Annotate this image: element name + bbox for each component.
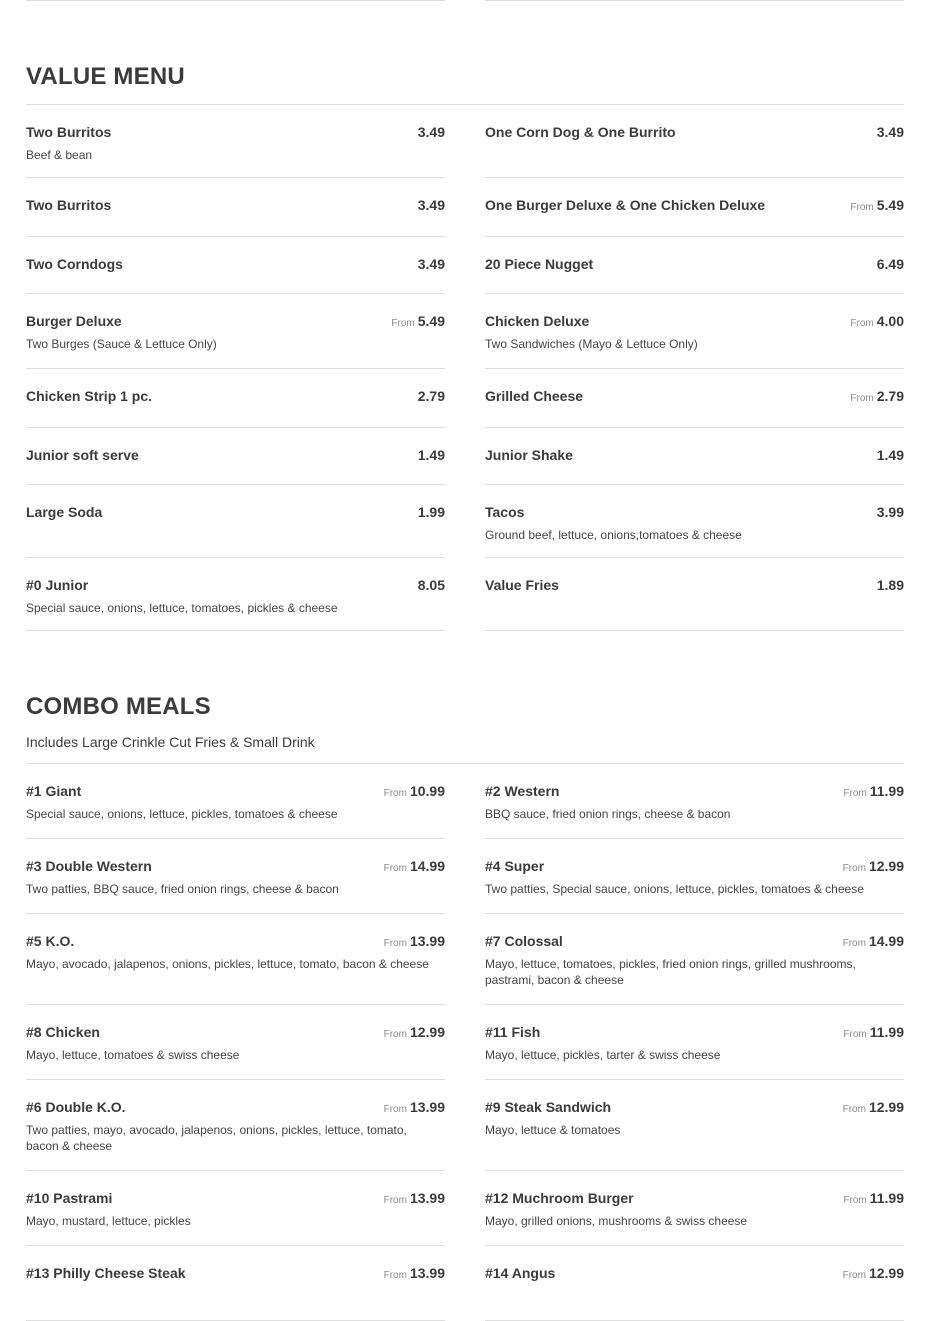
section-subtitle: Includes Large Crinkle Cut Fries & Small Drink [26, 734, 315, 750]
price-amount: 2.79 [417, 388, 445, 404]
menu-item[interactable] [485, 105, 904, 178]
section-title: VALUE MENU [26, 63, 185, 90]
item-name: Two Corndogs [26, 256, 123, 272]
menu-item[interactable] [485, 558, 904, 631]
item-price [384, 933, 445, 952]
item-description: BBQ sauce, fried onion rings, cheese & bacon [485, 807, 731, 821]
item-description: Two patties, Special sauce, onions, lettuce, pickles, tomatoes & cheese [485, 882, 864, 896]
price-amount: 3.49 [417, 124, 445, 140]
price-amount: 11.99 [869, 1190, 904, 1206]
item-name: #4 Super [485, 858, 545, 874]
price-from-label: From [850, 202, 874, 213]
item-price [391, 313, 445, 332]
menu-item[interactable] [26, 764, 445, 839]
price-amount: 12.99 [868, 1099, 904, 1115]
item-price [843, 933, 904, 952]
item-price [877, 256, 904, 273]
menu-item[interactable] [26, 237, 445, 294]
top-divider-left [26, 0, 445, 1]
item-name: Chicken Strip 1 pc. [26, 388, 153, 404]
item-name: #11 Fish [485, 1024, 541, 1040]
price-amount: 3.49 [417, 197, 445, 213]
item-description: Mayo, avocado, jalapenos, onions, pickles, lettuce, tomato, bacon & cheese [26, 957, 429, 971]
price-amount: 5.49 [876, 197, 904, 213]
item-description: Special sauce, onions, lettuce, pickles, tomatoes & cheese [26, 807, 338, 821]
menu-item[interactable] [26, 1080, 445, 1171]
item-price [843, 783, 904, 802]
price-amount: 5.49 [417, 313, 445, 329]
item-name: Junior soft serve [26, 447, 139, 463]
menu-item[interactable] [485, 1246, 904, 1321]
menu-item[interactable] [26, 294, 445, 369]
item-name: Junior Shake [485, 447, 573, 463]
value-menu-section [26, 63, 904, 631]
item-description: Mayo, lettuce & tomatoes [485, 1123, 621, 1137]
price-from-label: From [383, 938, 407, 949]
item-price [384, 858, 445, 877]
price-from-label: From [850, 393, 874, 404]
price-amount: 1.89 [876, 577, 904, 593]
item-name: #1 Giant [26, 783, 82, 799]
menu-item[interactable] [485, 294, 904, 369]
price-from-label: From [842, 1270, 866, 1281]
menu-item[interactable] [485, 1171, 904, 1246]
menu-item[interactable] [26, 485, 445, 558]
item-price [850, 313, 904, 332]
item-price [843, 858, 904, 877]
menu-item[interactable] [485, 914, 904, 1005]
item-description: Mayo, grilled onions, mushrooms & swiss cheese [485, 1214, 748, 1228]
item-name: Chicken Deluxe [485, 313, 590, 329]
item-price [877, 577, 904, 594]
item-name: Burger Deluxe [26, 313, 122, 329]
price-from-label: From [391, 318, 415, 329]
item-price [384, 1190, 445, 1209]
price-amount: 12.99 [409, 1024, 445, 1040]
menu-item[interactable] [26, 428, 445, 485]
price-from-label: From [383, 1270, 407, 1281]
menu-item[interactable] [26, 1171, 445, 1246]
price-amount: 3.99 [876, 504, 904, 520]
item-price [418, 504, 445, 521]
price-amount: 3.49 [417, 256, 445, 272]
item-price [384, 1024, 445, 1043]
price-amount: 8.05 [417, 577, 445, 593]
menu-item[interactable] [485, 369, 904, 428]
item-name: Two Burritos [26, 124, 112, 140]
item-name: #2 Western [485, 783, 560, 799]
item-price [843, 1190, 904, 1209]
menu-item[interactable] [485, 237, 904, 294]
menu-items-grid [26, 763, 904, 1321]
price-from-label: From [842, 938, 866, 949]
item-price [418, 388, 445, 405]
price-from-label: From [383, 863, 407, 874]
item-price [877, 124, 904, 141]
item-price [418, 447, 445, 464]
item-name: #13 Philly Cheese Steak [26, 1265, 186, 1281]
item-description: Two patties, mayo, avocado, jalapenos, onions, pickles, lettuce, tomato, bacon & cheese [26, 1123, 407, 1153]
item-name: One Burger Deluxe & One Chicken Deluxe [485, 197, 766, 213]
item-name: Tacos [485, 504, 525, 520]
item-price [418, 577, 445, 594]
item-price [877, 447, 904, 464]
item-name: Grilled Cheese [485, 388, 584, 404]
menu-item[interactable] [26, 1005, 445, 1080]
menu-item[interactable] [26, 1246, 445, 1321]
item-price [843, 1024, 904, 1043]
item-name: Two Burritos [26, 197, 112, 213]
menu-item[interactable] [26, 369, 445, 428]
item-price [384, 1265, 445, 1284]
item-description: Ground beef, lettuce, onions,tomatoes & cheese [485, 528, 742, 542]
menu-item[interactable] [485, 1080, 904, 1171]
price-amount: 1.49 [876, 447, 904, 463]
price-amount: 12.99 [868, 858, 904, 874]
combo-meals-section [26, 693, 904, 1321]
price-amount: 13.99 [409, 1099, 445, 1115]
item-name: #12 Muchroom Burger [485, 1190, 634, 1206]
menu-item[interactable] [485, 764, 904, 839]
item-name: #9 Steak Sandwich [485, 1099, 612, 1115]
price-from-label: From [842, 1104, 866, 1115]
price-from-label: From [843, 1029, 867, 1040]
section-title: COMBO MEALS [26, 693, 211, 720]
price-amount: 1.99 [417, 504, 445, 520]
item-price [418, 124, 445, 141]
price-amount: 12.99 [868, 1265, 904, 1281]
item-price [843, 1265, 904, 1284]
price-from-label: From [383, 788, 407, 799]
item-description: Two Burges (Sauce & Lettuce Only) [26, 337, 217, 351]
item-name: #7 Colossal [485, 933, 563, 949]
item-price [418, 197, 445, 214]
price-amount: 1.49 [417, 447, 445, 463]
price-from-label: From [383, 1104, 407, 1115]
item-name: 20 Piece Nugget [485, 256, 594, 272]
item-name: #10 Pastrami [26, 1190, 113, 1206]
price-from-label: From [843, 788, 867, 799]
price-amount: 11.99 [869, 1024, 904, 1040]
menu-item[interactable] [26, 839, 445, 914]
price-amount: 10.99 [409, 783, 445, 799]
price-amount: 13.99 [409, 933, 445, 949]
item-name: #0 Junior [26, 577, 89, 593]
item-price [850, 388, 904, 407]
menu-item[interactable] [26, 558, 445, 631]
item-description: Two patties, BBQ sauce, fried onion rings, cheese & bacon [26, 882, 339, 896]
item-price [418, 256, 445, 273]
price-from-label: From [383, 1195, 407, 1206]
menu-item[interactable] [485, 839, 904, 914]
price-amount: 11.99 [869, 783, 904, 799]
menu-item[interactable] [485, 428, 904, 485]
item-description: Special sauce, onions, lettuce, tomatoes, pickles & cheese [26, 601, 338, 615]
menu-item[interactable] [26, 914, 445, 1005]
item-price [384, 783, 445, 802]
price-amount: 14.99 [409, 858, 445, 874]
item-description: Mayo, mustard, lettuce, pickles [26, 1214, 191, 1228]
item-name: One Corn Dog & One Burrito [485, 124, 676, 140]
item-description: Two Sandwiches (Mayo & Lettuce Only) [485, 337, 698, 351]
top-divider-right [485, 0, 904, 1]
item-name: #8 Chicken [26, 1024, 100, 1040]
item-name: #14 Angus [485, 1265, 556, 1281]
price-amount: 6.49 [876, 256, 904, 272]
price-amount: 13.99 [409, 1265, 445, 1281]
item-name: #6 Double K.O. [26, 1099, 126, 1115]
item-price [384, 1099, 445, 1118]
price-from-label: From [850, 318, 874, 329]
price-amount: 14.99 [868, 933, 904, 949]
menu-item[interactable] [485, 1005, 904, 1080]
item-description: Mayo, lettuce, tomatoes, pickles, fried onion rings, grilled mushrooms, pastrami, bacon & cheese [485, 957, 856, 987]
price-amount: 4.00 [876, 313, 904, 329]
item-description: Mayo, lettuce, pickles, tarter & swiss cheese [485, 1048, 721, 1062]
item-name: #5 K.O. [26, 933, 75, 949]
menu-item[interactable] [26, 105, 445, 178]
item-name: #3 Double Western [26, 858, 152, 874]
item-name: Large Soda [26, 504, 103, 520]
price-from-label: From [842, 863, 866, 874]
menu-item[interactable] [26, 178, 445, 237]
price-from-label: From [843, 1195, 867, 1206]
item-price [843, 1099, 904, 1118]
price-amount: 13.99 [409, 1190, 445, 1206]
item-price [850, 197, 904, 216]
price-amount: 2.79 [876, 388, 904, 404]
item-description: Beef & bean [26, 148, 93, 162]
price-amount: 3.49 [876, 124, 904, 140]
item-name: Value Fries [485, 577, 559, 593]
menu-item[interactable] [485, 485, 904, 558]
menu-item[interactable] [485, 178, 904, 237]
menu-items-grid [26, 104, 904, 631]
price-from-label: From [383, 1029, 407, 1040]
item-description: Mayo, lettuce, tomatoes & swiss cheese [26, 1048, 240, 1062]
item-price [877, 504, 904, 521]
